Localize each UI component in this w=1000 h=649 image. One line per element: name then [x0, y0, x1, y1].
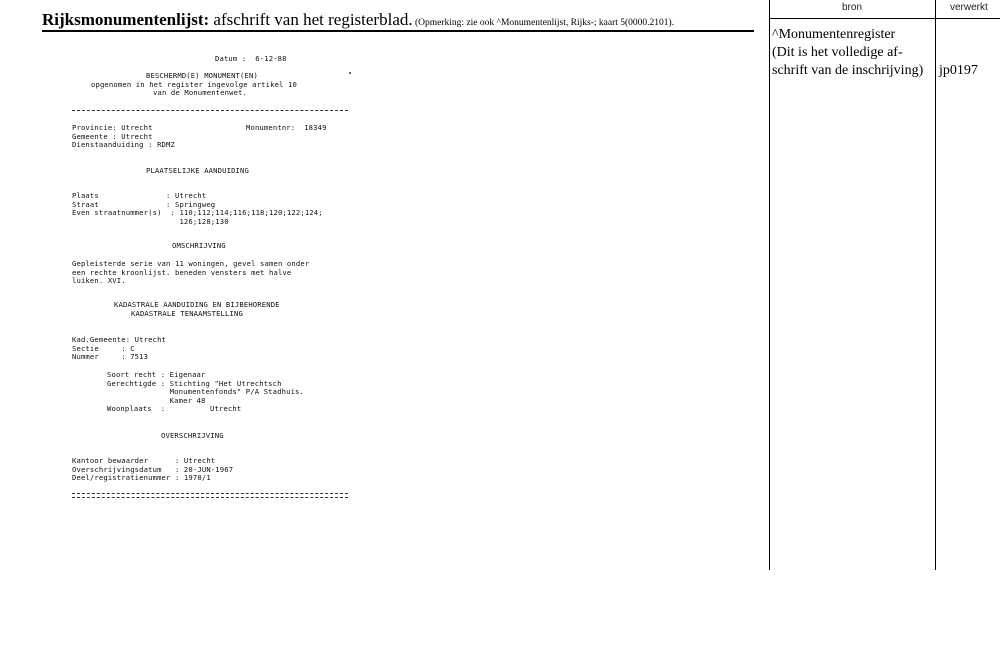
- title-rest: afschrift van het registerblad.: [209, 10, 413, 29]
- plaatselijke-heading: PLAATSELIJKE AANDUIDING: [146, 166, 249, 175]
- verwerkt-value: jp0197: [939, 63, 978, 78]
- plaats-line-2: Straat : Springweg: [72, 199, 216, 209]
- register-provincie: Provincie: Utrecht: [72, 123, 153, 132]
- bron-line-2: (Dit is het volledige af-: [772, 45, 903, 60]
- omschrijving-line-2: een rechte kroonlijst. beneden vensters met halve: [72, 267, 292, 277]
- register-heading-3: van de Monumentenwet.: [153, 88, 248, 98]
- overschrijving-line-3: Deel/registratienummer : 1970/1: [72, 473, 211, 483]
- column-divider-right: [935, 0, 936, 570]
- kad-line-2: Sectie : C: [72, 343, 135, 353]
- bron-column-header: bron: [842, 2, 863, 13]
- overschrijving-line-1: Kantoor bewaarder : Utrecht: [72, 456, 216, 465]
- column-header-rule: [770, 18, 1000, 19]
- column-divider-left: [769, 0, 770, 570]
- title-underline: [42, 30, 754, 32]
- recht-line-3: Monumentenfonds" P/A Stadhuis.: [107, 387, 304, 397]
- register-end-divider: [72, 493, 348, 498]
- kad-line-1: Kad.Gemeente: Utrecht: [72, 335, 167, 344]
- recht-line-2: Gerechtigde : Stichting "Het Utrechtsch: [107, 378, 282, 388]
- register-gemeente: Gemeente : Utrecht: [72, 131, 153, 141]
- overschrijving-heading: OVERSCHRIJVING: [161, 431, 224, 440]
- plaats-line-3: Even straatnummer(s) : 110;112;114;116;118;120;122;124;: [72, 208, 323, 218]
- omschrijving-heading: OMSCHRIJVING: [172, 241, 226, 250]
- omschrijving-line-3: luiken. XVI.: [72, 276, 126, 286]
- register-monumentnr: Monumentnr: 18349: [246, 123, 327, 132]
- register-dienstaanduiding: Dienstaanduiding : RDMZ: [72, 140, 175, 150]
- kadastrale-heading-2: KADASTRALE TENAAMSTELLING: [131, 308, 243, 318]
- omschrijving-line-1: Gepleisterde serie van 11 woningen, gevel samen onder: [72, 259, 310, 268]
- register-datum: Datum : 6-12-88: [215, 54, 287, 63]
- verwerkt-column-header: verwerkt: [950, 2, 988, 13]
- kadastrale-heading-1: KADASTRALE AANDUIDING EN BIJBEHORENDE: [114, 300, 280, 309]
- recht-line-1: Soort recht : Eigenaar: [107, 370, 206, 379]
- register-divider: [72, 110, 348, 111]
- plaats-line-1: Plaats : Utrecht: [72, 191, 207, 200]
- register-heading-2: opgenomen in het register ingevolge artikel 10: [91, 79, 297, 89]
- bron-line-3: schrift van de inschrijving): [772, 63, 924, 78]
- title-note: (Opmerking: zie ook ^Monumentenlijst, Rijks-; kaart 5(0000.2101).: [412, 18, 675, 28]
- overschrijving-line-2: Overschrijvingsdatum : 20-JUN-1967: [72, 464, 234, 474]
- recht-line-4: Kamer 48: [107, 395, 206, 405]
- title-bold: Rijksmonumentenlijst:: [42, 10, 210, 29]
- register-heading-1: BESCHERMD(E) MONUMENT(EN): [146, 71, 258, 80]
- plaats-line-4: 126;128;130: [72, 216, 229, 226]
- kad-line-3: Nummer : 7513: [72, 352, 149, 362]
- scan-speck: [349, 72, 351, 74]
- bron-line-1: ^Monumentenregister: [772, 27, 896, 42]
- recht-line-5: Woonplaats : Utrecht: [107, 404, 242, 414]
